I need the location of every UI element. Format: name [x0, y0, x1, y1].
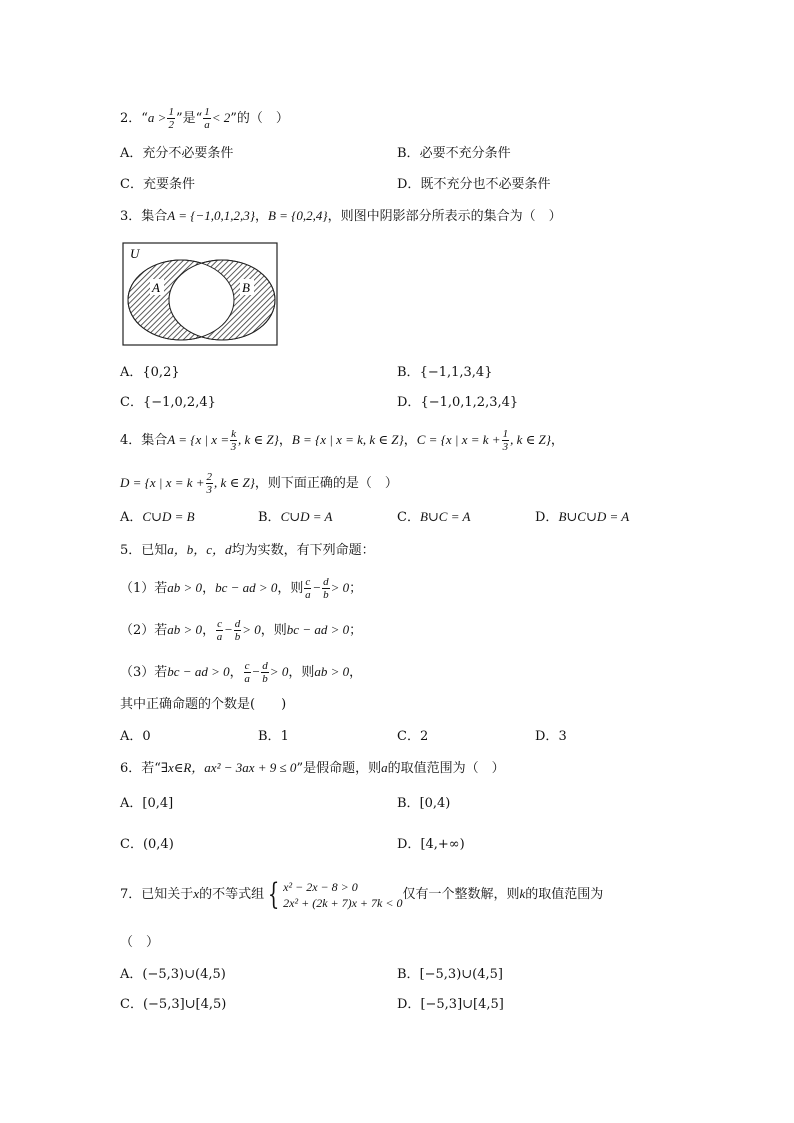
q4-stem-line1	[120, 428, 564, 453]
q5-option-a[interactable]	[120, 728, 151, 746]
prop-math: > 0	[242, 622, 261, 637]
option-label: A．	[120, 146, 143, 161]
q7-var-k: k	[519, 886, 526, 901]
frac-den: a	[216, 631, 223, 643]
prop-minus: −	[312, 580, 322, 595]
q7-stem-text: 的不等式组	[199, 887, 265, 902]
prop-math: bc − ad > 0	[286, 622, 350, 637]
q2-fraction-half	[167, 106, 175, 131]
q7-inequality-1: x² − 2x − 8 > 0	[283, 879, 358, 894]
prop-then: ，则	[260, 623, 287, 638]
option-label: B．	[258, 510, 281, 525]
venn-label-a: A	[152, 280, 160, 295]
q4-fraction-k-3	[230, 428, 237, 453]
option-label: C．	[397, 729, 420, 744]
frac-num: d	[234, 618, 241, 630]
q6-stem-text: 的取值范围为（ ）	[387, 761, 505, 776]
frac-den: b	[234, 631, 241, 643]
q7-stem	[120, 877, 603, 912]
option-text: [0,4)	[419, 796, 451, 811]
q6-var: a	[381, 760, 388, 775]
q4-stem-text: 4．集合	[120, 433, 168, 448]
q5-stem-text: 均为实数，有下列命题：	[231, 543, 375, 558]
option-label: B．	[397, 146, 420, 161]
option-label: B．	[397, 796, 420, 811]
frac-d-b	[234, 618, 242, 643]
option-text: {−1,0,1,2,3,4}	[420, 395, 519, 410]
q7-stem-text: 7．已知关于	[120, 887, 194, 902]
q7-option-d[interactable]	[397, 996, 504, 1014]
option-text: (−5,3]∪[4,5)	[142, 997, 227, 1012]
prop-end: ；	[349, 623, 363, 638]
option-label: C．	[120, 997, 143, 1012]
q5-stem-text: 5．已知	[120, 543, 168, 558]
option-text: {−1,1,3,4}	[419, 365, 493, 380]
system-brace: {	[267, 876, 280, 912]
q5-option-c[interactable]	[397, 728, 428, 746]
q4-sep: ，	[550, 433, 564, 448]
prop-minus: −	[223, 622, 233, 637]
q6-stem-text: ”是假命题，则	[296, 761, 382, 776]
frac-den: 3	[502, 441, 509, 453]
option-text: 必要不充分条件	[419, 146, 511, 161]
q5-option-b[interactable]	[258, 728, 289, 746]
frac-den: b	[262, 673, 268, 685]
q7-inequality-system	[283, 879, 402, 911]
frac-num: c	[244, 660, 250, 672]
option-text: B∪C∪D = A	[558, 509, 630, 524]
option-text: 3	[558, 729, 567, 744]
option-text: C∪D = B	[142, 509, 195, 524]
q7-paren: （ ）	[120, 935, 160, 950]
q5-question: 其中正确命题的个数是( )	[120, 697, 287, 712]
option-text: {−1,0,2,4}	[142, 395, 216, 410]
q4-set-a: , k ∈ Z}	[238, 432, 279, 447]
option-text: {0,2}	[142, 365, 180, 380]
frac-d-b	[322, 576, 330, 601]
frac-num: 1	[502, 428, 509, 440]
option-text: B∪C = A	[419, 509, 471, 524]
frac-den: a	[244, 673, 250, 685]
option-label: B．	[258, 729, 281, 744]
q6-stem	[120, 759, 505, 778]
option-label: D．	[397, 177, 421, 192]
q2-stem	[120, 106, 289, 131]
prop-minus: −	[251, 664, 261, 679]
q3-stem-text: ，	[254, 209, 268, 224]
option-label: C．	[397, 510, 420, 525]
q4-set-b: B = {x | x = k, k ∈ Z}	[291, 432, 404, 447]
q4-set-c: , k ∈ Z}	[510, 432, 551, 447]
q7-inequality-2: 2x² + (2k + 7)x + 7k < 0	[283, 895, 403, 910]
frac-c-a	[244, 660, 251, 685]
venn-label-b: B	[242, 280, 250, 295]
q7-option-a[interactable]	[120, 966, 226, 984]
prop-math: bc − ad > 0	[215, 580, 278, 595]
q4-set-c: C = {x | x = k +	[416, 432, 501, 447]
q3-option-a[interactable]	[120, 364, 180, 382]
option-label: D．	[535, 510, 559, 525]
q4-sep: ，	[403, 433, 417, 448]
option-label: C．	[120, 395, 143, 410]
q7-stem-text: 的取值范围为	[525, 887, 604, 902]
frac-num: d	[262, 660, 268, 672]
q4-fraction-2-3	[206, 471, 214, 496]
venn-label-u: U	[130, 246, 140, 261]
option-text: 充分不必要条件	[142, 146, 234, 161]
q6-option-d[interactable]	[397, 836, 465, 854]
q2-option-d[interactable]	[397, 176, 550, 194]
prop-sep: ，	[202, 581, 216, 596]
prop-math: ab > 0	[167, 580, 203, 595]
prop-prefix: （3）若	[120, 665, 168, 680]
option-text: [−5,3)∪(4,5]	[419, 967, 503, 982]
prop-sep: ，	[202, 623, 216, 638]
q5-option-d[interactable]	[535, 728, 567, 746]
option-text: 2	[419, 729, 429, 744]
q3-stem-text: ，则图中阴影部分所表示的集合为（ ）	[327, 209, 562, 224]
prop-math: bc − ad > 0	[167, 664, 230, 679]
q5-proposition-2	[120, 618, 362, 643]
q4-set-d: , k ∈ Z}	[214, 475, 255, 490]
option-label: D．	[397, 837, 421, 852]
q2-option-c[interactable]	[120, 176, 195, 194]
prop-math: > 0	[269, 664, 289, 679]
q2-math: a >	[147, 110, 167, 125]
q6-stem-text: 6．若“	[120, 761, 161, 776]
option-text: [−5,3]∪[4,5]	[420, 997, 504, 1012]
frac-den: a	[305, 589, 311, 601]
option-label: A．	[120, 796, 143, 811]
q4-set-d: D = {x | x = k +	[120, 475, 205, 490]
option-text: (−5,3)∪(4,5)	[142, 967, 226, 982]
prop-then: ，则	[288, 665, 315, 680]
option-label: B．	[397, 365, 420, 380]
q2-stem-text: ”的（ ）	[230, 111, 289, 126]
q6-option-b[interactable]	[397, 795, 450, 813]
q4-fraction-1-3	[502, 428, 510, 453]
q3-stem-text: 3．集合	[120, 209, 168, 224]
q4-set-a: A = {x | x =	[167, 432, 230, 447]
prop-end: ；	[349, 581, 363, 596]
option-label: A．	[120, 510, 143, 525]
option-label: A．	[120, 967, 143, 982]
q4-stem-line2	[120, 471, 398, 496]
q4-option-a[interactable]	[120, 508, 195, 527]
q2-stem-text: ”是“	[175, 111, 203, 126]
q5-vars: a，b，c，d	[167, 542, 232, 557]
option-label: B．	[397, 967, 420, 982]
prop-sep: ，	[229, 665, 243, 680]
q2-option-a[interactable]	[120, 145, 233, 163]
frac-num: k	[231, 428, 236, 440]
frac-den: 3	[206, 484, 213, 496]
option-text: 既不充分也不必要条件	[420, 177, 551, 192]
prop-end: ，	[349, 665, 363, 680]
prop-prefix: （2）若	[120, 623, 168, 638]
venn-diagram	[122, 242, 278, 346]
frac-num: 1	[168, 106, 174, 118]
option-text: [0,4]	[142, 796, 174, 811]
q7-stem-text: 仅有一个整数解，则	[402, 887, 520, 902]
option-label: D．	[397, 997, 421, 1012]
prop-math: ab > 0	[167, 622, 203, 637]
q2-option-b[interactable]	[397, 145, 511, 163]
prop-prefix: （1）若	[120, 581, 168, 596]
prop-math: > 0	[330, 580, 350, 595]
option-label: A．	[120, 365, 143, 380]
option-label: A．	[120, 729, 143, 744]
option-text: 1	[280, 729, 289, 744]
q4-option-b[interactable]	[258, 508, 333, 527]
q4-stem-text: ，则下面正确的是（ ）	[254, 476, 398, 491]
q3-stem	[120, 207, 562, 226]
q2-stem-text: 2．“	[120, 111, 148, 126]
option-label: D．	[535, 729, 559, 744]
q6-option-c[interactable]	[120, 836, 174, 854]
prop-math: ab > 0	[314, 664, 350, 679]
frac-num: d	[323, 576, 329, 588]
q4-option-d[interactable]	[535, 508, 629, 527]
q4-sep: ，	[278, 433, 292, 448]
frac-num: c	[305, 576, 311, 588]
q5-proposition-3	[120, 660, 362, 685]
q6-option-a[interactable]	[120, 795, 173, 813]
frac-den: b	[323, 589, 329, 601]
frac-den: a	[204, 119, 210, 131]
q5-stem	[120, 541, 375, 560]
option-text: [4,+∞)	[420, 837, 465, 852]
option-text: (0,4)	[142, 837, 174, 852]
q2-fraction-reciprocal	[203, 106, 211, 131]
option-label: C．	[120, 837, 143, 852]
q2-math: < 2	[211, 110, 231, 125]
q6-math: ∃x∈R，ax² − 3ax + 9 ≤ 0	[160, 760, 297, 775]
q3-set-a: A = {−1,0,1,2,3}	[167, 208, 255, 223]
frac-d-b	[261, 660, 269, 685]
q3-option-b[interactable]	[397, 364, 492, 382]
q3-option-c[interactable]	[120, 394, 216, 412]
q7-option-c[interactable]	[120, 996, 226, 1014]
frac-num: 1	[204, 106, 210, 118]
option-label: D．	[397, 395, 421, 410]
prop-then: ，则	[277, 581, 304, 596]
frac-den: 3	[230, 441, 237, 453]
frac-num: 2	[206, 471, 213, 483]
option-text: 充要条件	[142, 177, 195, 192]
option-label: C．	[120, 177, 143, 192]
option-text: 0	[142, 729, 151, 744]
q3-set-b: B = {0,2,4}	[267, 208, 328, 223]
option-text: C∪D = A	[280, 509, 333, 524]
q5-proposition-1	[120, 576, 362, 601]
frac-den: 2	[168, 119, 174, 131]
frac-c-a	[304, 576, 311, 601]
frac-c-a	[216, 618, 223, 643]
q7-option-b[interactable]	[397, 966, 503, 984]
q4-option-c[interactable]	[397, 508, 470, 527]
q7-var-x: x	[193, 886, 200, 901]
q3-option-d[interactable]	[397, 394, 518, 412]
frac-num: c	[217, 618, 222, 630]
